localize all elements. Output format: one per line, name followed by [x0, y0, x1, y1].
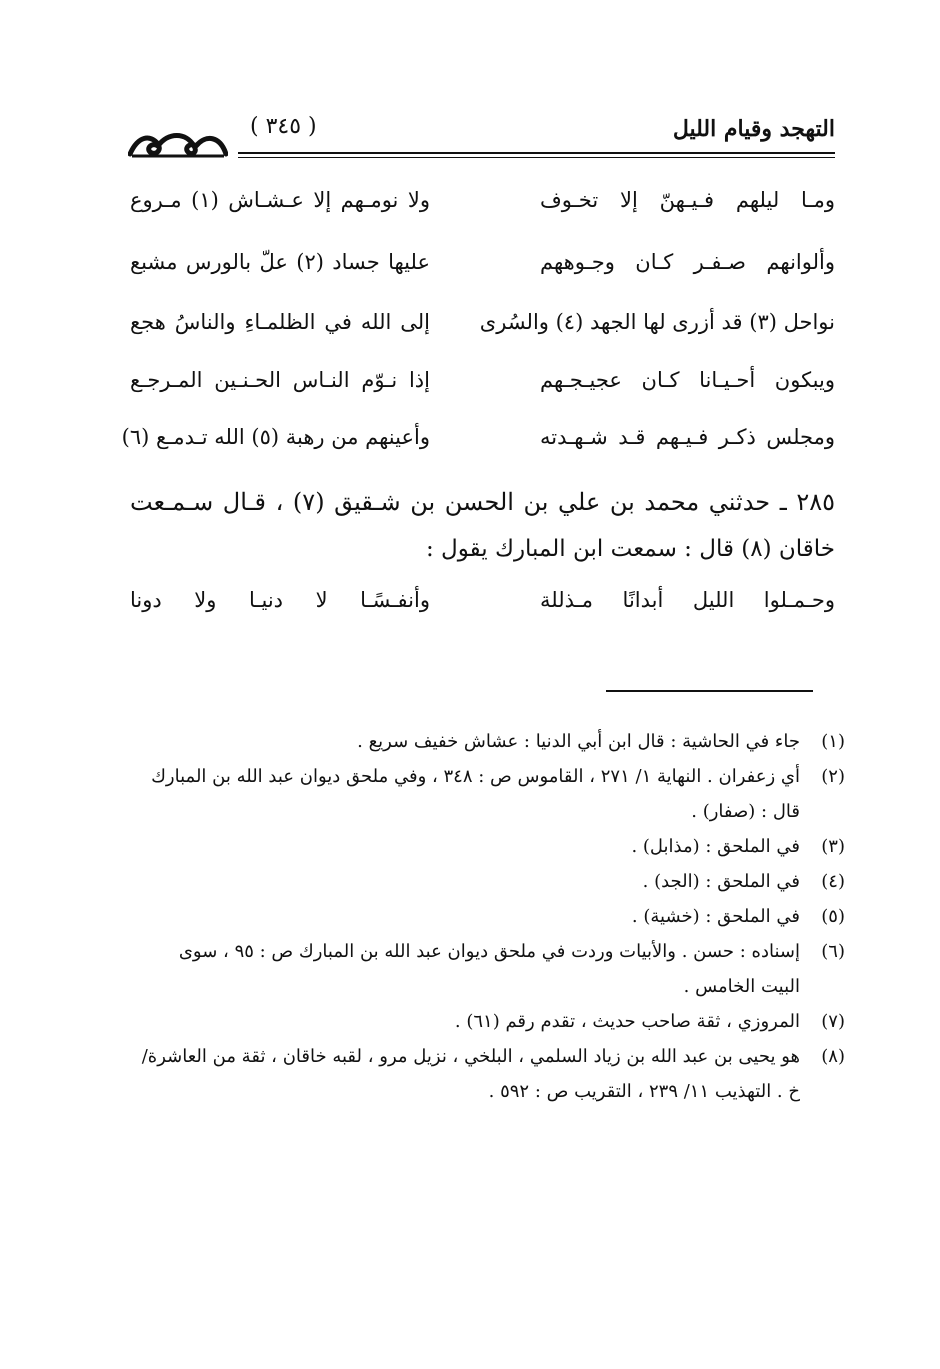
header-rule	[238, 152, 835, 158]
footnote-rule	[606, 690, 813, 692]
verse-line-1	[130, 188, 835, 228]
footnote-number: (٤)	[821, 871, 845, 892]
verse-hemistich-left: عليها جساد (٢) علّ بالورس مشبع	[130, 250, 430, 274]
footnote-3	[130, 829, 845, 864]
verse-line-3	[130, 310, 835, 350]
footnote-number: (١)	[821, 731, 845, 752]
ornament-icon	[128, 128, 228, 160]
verse-hemistich-left: وأنفـسًـا لا دنيـا ولا دونا	[130, 588, 430, 612]
verse-hemistich-right: ويبكون أحـيـانا كـان عجيـجـهم	[540, 368, 835, 392]
footnote-text: هو يحيى بن عبد الله بن زياد السلمي ، البلخي ، نزيل مرو ، لقبه خاقان ، ثقة من العاشرة/	[141, 1046, 800, 1067]
footnote-number: (٨)	[821, 1046, 845, 1067]
verse-hemistich-right: وحـمـلوا الليل أبدانًا مـذللة	[540, 588, 835, 612]
footnote-number: (٢)	[821, 766, 845, 787]
footnote-1	[130, 724, 845, 759]
page-number: ( ٣٤٥ )	[250, 114, 317, 139]
verse-hemistich-right: ومـا ليلهم فـيـهنّ إلا تخـوف	[540, 188, 835, 212]
footnote-text: في الملحق : (الجد) .	[642, 871, 800, 892]
verse-hemistich-left: إذا نـوّم النـاس الحـنـين المـرجـع	[130, 368, 430, 392]
footnote-5	[130, 899, 845, 934]
footnote-text: إسناده : حسن . والأبيات وردت في ملحق ديوان عبد الله بن المبارك ص : ٩٥ ، سوى	[178, 941, 800, 962]
footnote-text: أي زعفران . النهاية ١/ ٢٧١ ، القاموس ص : ٣٤٨ ، وفي ملحق ديوان عبد الله بن المبارك	[151, 766, 800, 787]
footnote-8	[130, 1039, 845, 1109]
verse-hemistich-right: ومجلس ذكـر فـيـهم قـد شـهـدته	[540, 425, 835, 449]
footnote-text: جاء في الحاشية : قال ابن أبي الدنيا : عشاش خفيف سريع .	[357, 731, 800, 752]
verse-line-2	[130, 250, 835, 290]
footnotes	[130, 724, 845, 1109]
footnote-number: (٥)	[821, 906, 845, 927]
verse-hemistich-left: ولا نومـهم إلا عـشـاش (١) مـروع	[130, 188, 430, 212]
verse-line-5	[121, 425, 835, 465]
footnote-number: (٧)	[821, 1011, 845, 1032]
verse-hemistich-left: إلى الله في الظلمـاءِ والناسُ هجع	[130, 310, 430, 334]
footnote-4	[130, 864, 845, 899]
footnote-text: في الملحق : (مذابل) .	[631, 836, 800, 857]
footnote-7	[130, 1004, 845, 1039]
footnote-number: (٣)	[821, 836, 845, 857]
footnote-2	[130, 759, 845, 829]
narration-line-2: خاقان (٨) قال : سمعت ابن المبارك يقول :	[425, 536, 835, 562]
verse-hemistich-right: وألوانهم صـفـر كـان وجـوههم	[540, 250, 835, 274]
footnote-continuation: قال : (صفار) .	[691, 801, 800, 822]
verse-hemistich-left: وأعينهم من رهبة (٥) الله تـدمـع (٦)	[121, 425, 430, 449]
footnote-continuation: خ . التهذيب ١١/ ٢٣٩ ، التقريب ص : ٥٩٢ .	[488, 1081, 800, 1102]
narration-line-1: ٢٨٥ ـ حدثني محمد بن علي بن الحسن بن شـقيق (٧) ، قـال سـمـعت	[130, 488, 836, 516]
footnote-number: (٦)	[821, 941, 845, 962]
verse-line-6	[130, 588, 835, 628]
verse-line-4	[130, 368, 835, 408]
running-header-title: التهجد وقيام الليل	[672, 116, 835, 142]
footnote-text: في الملحق : (خشية) .	[631, 906, 800, 927]
footnote-6	[130, 934, 845, 1004]
footnote-text: المروزي ، ثقة صاحب حديث ، تقدم رقم (٦١) .	[454, 1011, 800, 1032]
footnote-continuation: البيت الخامس .	[683, 976, 800, 997]
verse-hemistich-right: نواحل (٣) قد أزرى لها الجهد (٤) والسُرى	[479, 310, 835, 334]
